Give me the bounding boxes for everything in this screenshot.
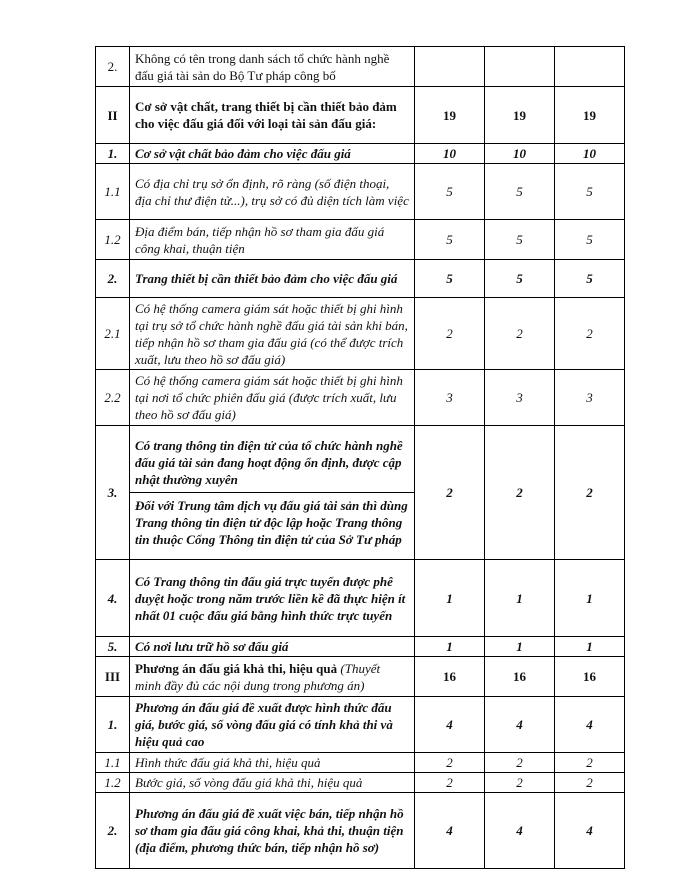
row-content-note: (Thuyết minh đầy đủ các nội dung trong phương án)	[135, 660, 381, 693]
score-1: 5	[415, 260, 485, 298]
score-3: 10	[555, 144, 625, 164]
score-2: 2	[485, 426, 555, 560]
score-3: 2	[555, 753, 625, 773]
row-content: Phương án đấu giá đề xuất việc bán, tiếp nhận hồ sơ tham gia đấu giá công khai, khả thi, thuận tiện (địa điểm, phương thức bán, tiếp nhận hồ sơ)	[130, 793, 415, 869]
row-number: 1.2	[96, 220, 130, 260]
row-content: Có nơi lưu trữ hồ sơ đấu giá	[130, 637, 415, 657]
score-3: 19	[555, 87, 625, 144]
score-2: 2	[485, 753, 555, 773]
row-number: 2.	[96, 47, 130, 87]
row-content: Phương án đấu giá đề xuất được hình thức đấu giá, bước giá, số vòng đấu giá có tính khả thi và hiệu quả cao	[130, 697, 415, 753]
row-number: III	[96, 657, 130, 697]
row-content-note: Đối với Trung tâm dịch vụ đấu giá tài sản thì dùng Trang thông tin điện tử độc lập hoặc Trang thông tin thuộc Cổng Thông tin điện tử của Sở Tư pháp	[130, 492, 414, 548]
score-3: 2	[555, 773, 625, 793]
score-1	[415, 47, 485, 87]
score-1: 1	[415, 560, 485, 637]
table-row	[96, 298, 625, 370]
row-content: Cơ sở vật chất, trang thiết bị cần thiết bảo đảm cho việc đấu giá đối với loại tài sản đấu giá:	[130, 87, 415, 144]
row-content: Phương án đấu giá khả thi, hiệu quả	[135, 660, 338, 676]
table-row	[96, 793, 625, 869]
row-number: 1.1	[96, 753, 130, 773]
score-2: 5	[485, 164, 555, 220]
score-1: 2	[415, 426, 485, 560]
row-content: Có Trang thông tin đấu giá trực tuyến được phê duyệt hoặc trong năm trước liền kề đã thực hiện ít nhất 01 cuộc đấu giá bằng hình thức trực tuyến	[130, 560, 415, 637]
table-row	[96, 560, 625, 637]
row-number: II	[96, 87, 130, 144]
row-number: 2.2	[96, 370, 130, 426]
score-2: 19	[485, 87, 555, 144]
score-1: 2	[415, 773, 485, 793]
score-2: 1	[485, 560, 555, 637]
table-row	[96, 370, 625, 426]
score-3	[555, 47, 625, 87]
row-content: Bước giá, số vòng đấu giá khả thi, hiệu quả	[130, 773, 415, 793]
row-content: Có trang thông tin điện tử của tổ chức hành nghề đấu giá tài sản đang hoạt động ổn định, được cập nhật thường xuyên	[135, 438, 403, 487]
score-3: 3	[555, 370, 625, 426]
row-content: Địa điểm bán, tiếp nhận hồ sơ tham gia đấu giá công khai, thuận tiện	[130, 220, 415, 260]
row-content-group	[130, 657, 415, 697]
row-number: 4.	[96, 560, 130, 637]
score-1: 4	[415, 697, 485, 753]
score-1: 19	[415, 87, 485, 144]
score-3: 2	[555, 426, 625, 560]
row-number: 1.1	[96, 164, 130, 220]
row-number: 1.	[96, 697, 130, 753]
row-content: Hình thức đấu giá khả thi, hiệu quả	[130, 753, 415, 773]
score-3: 16	[555, 657, 625, 697]
score-2	[485, 47, 555, 87]
table-row	[96, 773, 625, 793]
row-content-group	[130, 426, 415, 560]
score-3: 4	[555, 793, 625, 869]
table-row	[96, 220, 625, 260]
row-content: Trang thiết bị cần thiết bảo đảm cho việc đấu giá	[130, 260, 415, 298]
row-content: Không có tên trong danh sách tổ chức hành nghề đấu giá tài sản do Bộ Tư pháp công bố	[130, 47, 415, 87]
row-number: 5.	[96, 637, 130, 657]
table-row	[96, 47, 625, 87]
row-number: 2.1	[96, 298, 130, 370]
score-3: 2	[555, 298, 625, 370]
score-3: 5	[555, 260, 625, 298]
row-number: 1.2	[96, 773, 130, 793]
score-3: 5	[555, 220, 625, 260]
score-1: 16	[415, 657, 485, 697]
table-row	[96, 657, 625, 697]
row-number: 1.	[96, 144, 130, 164]
table-row	[96, 164, 625, 220]
score-1: 5	[415, 220, 485, 260]
table-row	[96, 260, 625, 298]
score-1: 4	[415, 793, 485, 869]
table-row	[96, 697, 625, 753]
row-content: Có hệ thống camera giám sát hoặc thiết bị ghi hình tại trụ sở tổ chức hành nghề đấu giá tài sản khi bán, tiếp nhận hồ sơ tham gia đấu giá (có thể được trích xuất, lưu theo hồ sơ đấu giá)	[130, 298, 415, 370]
score-2: 4	[485, 793, 555, 869]
score-1: 3	[415, 370, 485, 426]
score-2: 16	[485, 657, 555, 697]
score-1: 5	[415, 164, 485, 220]
score-2: 5	[485, 260, 555, 298]
score-2: 2	[485, 773, 555, 793]
table-row	[96, 426, 625, 560]
score-2: 10	[485, 144, 555, 164]
score-2: 2	[485, 298, 555, 370]
score-3: 5	[555, 164, 625, 220]
criteria-table	[95, 46, 625, 869]
score-1: 2	[415, 753, 485, 773]
row-content: Có địa chỉ trụ sở ổn định, rõ ràng (số điện thoại, địa chỉ thư điện tử...), trụ sở có đủ diện tích làm việc	[130, 164, 415, 220]
score-1: 10	[415, 144, 485, 164]
table-row	[96, 87, 625, 144]
score-3: 4	[555, 697, 625, 753]
row-number: 2.	[96, 260, 130, 298]
score-3: 1	[555, 560, 625, 637]
table-row	[96, 637, 625, 657]
table-row	[96, 144, 625, 164]
row-content: Cơ sở vật chất bảo đảm cho việc đấu giá	[130, 144, 415, 164]
score-2: 1	[485, 637, 555, 657]
score-2: 3	[485, 370, 555, 426]
row-content: Có hệ thống camera giám sát hoặc thiết bị ghi hình tại nơi tổ chức phiên đấu giá (được trích xuất, lưu theo hồ sơ đấu giá)	[130, 370, 415, 426]
score-1: 2	[415, 298, 485, 370]
score-3: 1	[555, 637, 625, 657]
row-number: 3.	[96, 426, 130, 560]
score-1: 1	[415, 637, 485, 657]
score-2: 4	[485, 697, 555, 753]
score-2: 5	[485, 220, 555, 260]
table-row	[96, 753, 625, 773]
row-number: 2.	[96, 793, 130, 869]
